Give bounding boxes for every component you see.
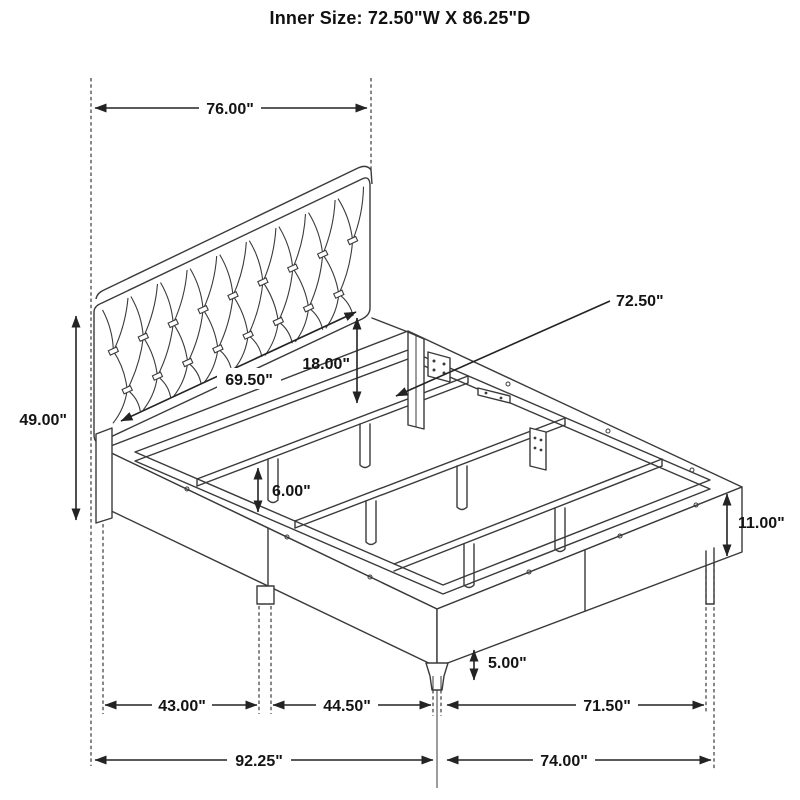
page-title: Inner Size: 72.50"W X 86.25"D <box>269 8 531 28</box>
side-rail-center-foot <box>257 586 274 604</box>
dim-label: 43.00" <box>158 698 206 715</box>
center-support-bracket <box>530 428 546 470</box>
dim-label: 49.00" <box>19 412 67 429</box>
dim-label: 5.00" <box>488 655 527 672</box>
dim-total-width <box>447 750 711 771</box>
dim-headboard-width <box>95 96 367 118</box>
dim-label: 72.50" <box>616 293 664 310</box>
dim-label: 11.00" <box>738 515 785 532</box>
dim-label: 76.00" <box>206 101 254 118</box>
dim-label: 74.00" <box>540 753 588 770</box>
dim-label: 18.00" <box>302 356 350 373</box>
dim-headboard-height <box>19 316 76 520</box>
dim-total-depth <box>95 750 433 771</box>
dim-label: 6.00" <box>272 483 311 500</box>
headboard-frame-join <box>372 318 408 332</box>
dim-mid-section-depth <box>273 695 431 716</box>
dim-foot-leg-height <box>474 650 527 680</box>
dim-head-section-depth <box>105 695 257 716</box>
dim-label: 71.50" <box>583 698 631 715</box>
dim-foot-width-inner <box>447 695 704 716</box>
foot-leg <box>426 663 448 690</box>
dim-label: 92.25" <box>235 753 283 770</box>
dim-label: 44.50" <box>323 698 371 715</box>
dim-label: 69.50" <box>225 372 273 389</box>
headboard-post-left <box>96 428 112 523</box>
